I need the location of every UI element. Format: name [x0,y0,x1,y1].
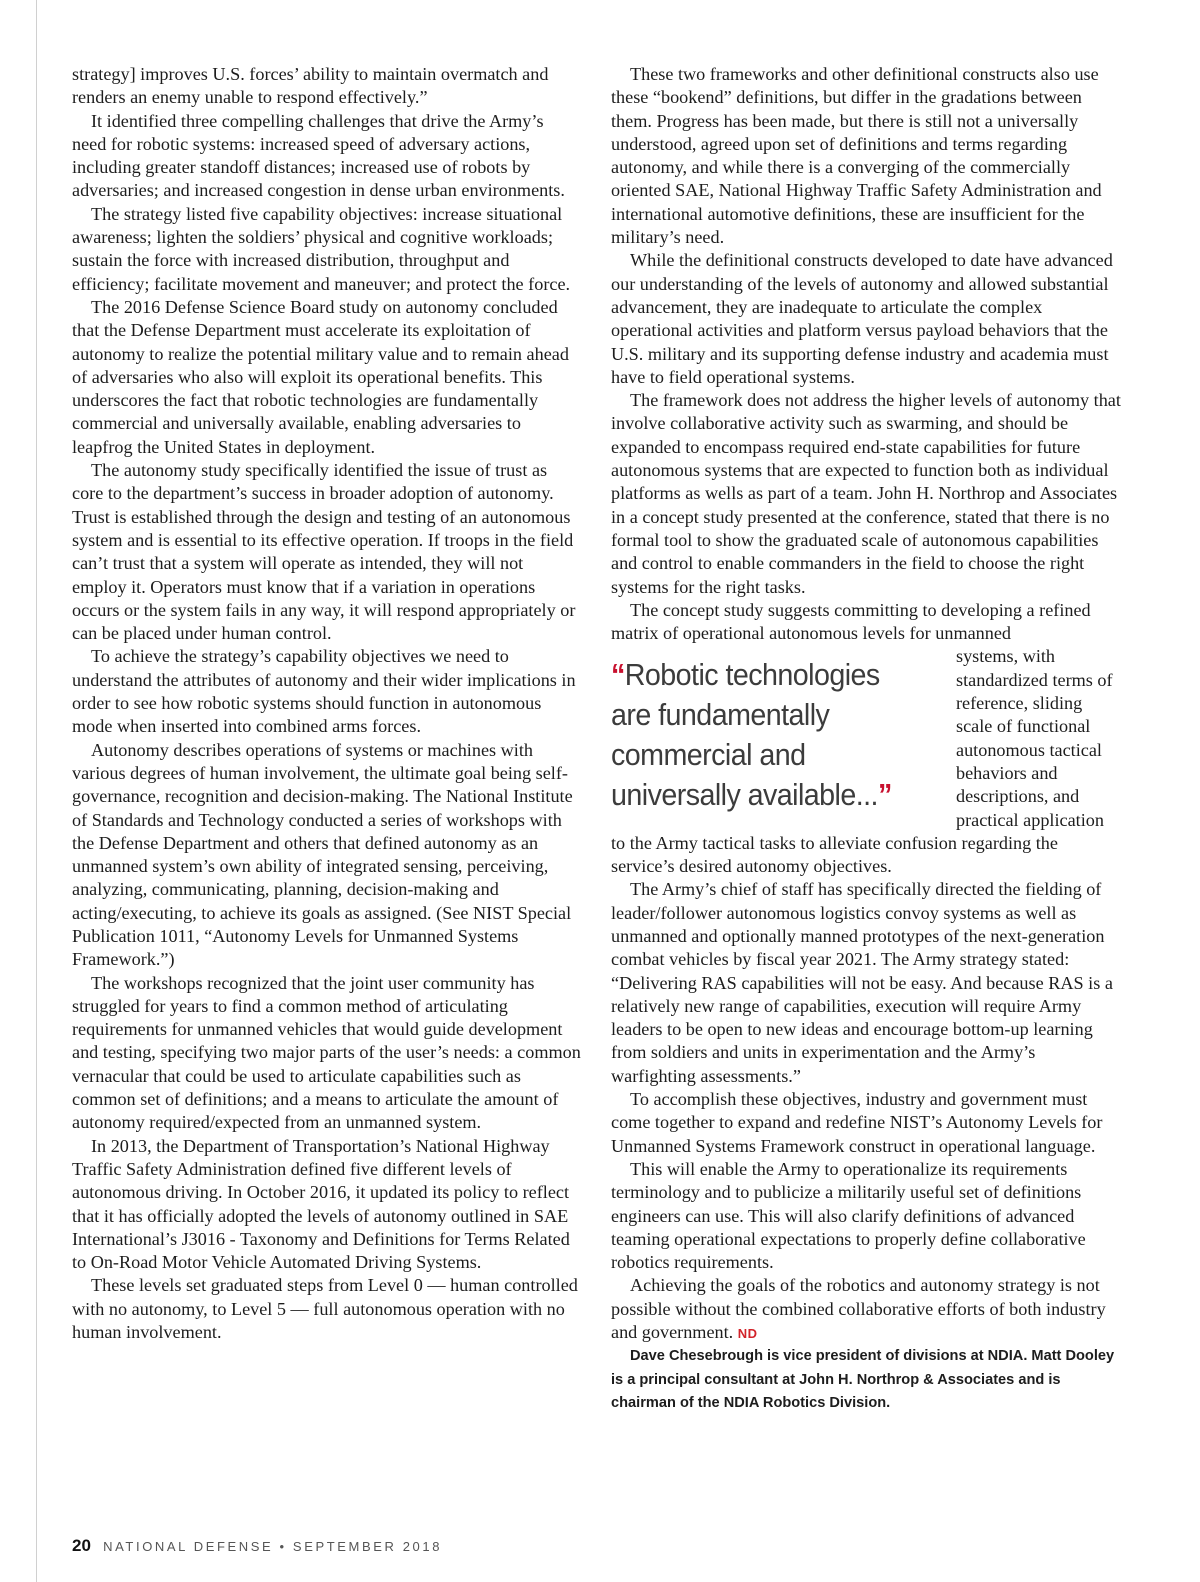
page-number: 20 [72,1536,91,1555]
pull-quote-close-mark: ” [877,778,892,813]
paragraph: strategy] improves U.S. forces’ ability to maintain overmatch and renders an enemy unable to respond effectively.” [72,64,549,108]
paragraph: The Army’s chief of staff has specifically directed the fielding of leader/follower autonomous logistics convoy systems as well as unmanned and optionally manned prototypes of the next-generation combat vehicles by fiscal year 2021. The Army strategy stated: “Delivering RAS capabilities will not be easy. And because RAS is a relatively new range of capabilities, execution will require Army leaders to be open to new ideas and encourage bottom-up learning from soldiers and units in experimentation and the Army’s warfighting assessments.” [611,879,1113,1086]
paragraph: The framework does not address the higher levels of autonomy that involve collaborative activity such as swarming, and should be expanded to encompass required end-state capabilities for future autonomous systems that are expected to function both as individual platforms as wells as part of a team. John H. Northrop and Associates in a concept study presented at the conference, stated that there is no formal tool to show the graduated scale of autonomous capabilities and control to enable commanders in the field to choose the right systems for the right tasks. [611,390,1121,597]
paragraph: In 2013, the Department of Transportation’s National Highway Traffic Safety Administration defined five different levels of autonomous driving. In October 2016, it updated its policy to reflect that it has officially adopted the levels of autonomy outlined in SAE International’s J3016 - Taxonomy and Definitions for Terms Related to On-Road Motor Vehicle Automated Driving Systems. [72,1135,570,1273]
paragraph-continued: systems, with standardized terms of reference, sliding scale of functional autonomous tactical behaviors and descriptions, and practical application to the Army tactical tasks to alleviate confusion regarding the service’s desired autonomy objectives. [611,646,1113,877]
paragraph: To achieve the strategy’s capability objectives we need to understand the attributes of autonomy and their wider implications in order to see how robotic systems should function in autonomous mode when inserted into combined arms forces. [72,646,576,737]
footer-separator: • [279,1539,287,1554]
paragraph: While the definitional constructs developed to date have advanced our understanding of the levels of autonomy and allowed substantial advancement, they are inadequate to articulate the complex operational activities and platform versus payload behaviors that the U.S. military and its supporting defense industry and academia must have to field operational systems. [611,250,1113,387]
page-footer [72,1536,442,1556]
pull-quote [611,655,924,815]
paragraph: The 2016 Defense Science Board study on autonomy concluded that the Defense Department must accelerate its exploitation of autonomy to realize the potential military value and to remain ahead of adversaries who also will exploit its operational benefits. This underscores the fact that robotic technologies are fundamentally commercial and universally available, enabling adversaries to leapfrog the United States in deployment. [72,296,569,457]
paragraph: Autonomy describes operations of systems or machines with various degrees of human involvement, the ultimate goal being self-governance, recognition and decision-making. The National Institute of Standards and Technology conducted a series of workshops with the Defense Department and others that defined autonomy as an unmanned system’s own ability of integrated sensing, perceiving, analyzing, communicating, planning, decision-making and acting/executing, to achieve its goals as assigned. (See NIST Special Publication 1011, “Autonomy Levels for Unmanned Systems Framework.”) [72,739,573,970]
right-column [611,63,1121,1415]
paragraph: The workshops recognized that the joint user community has struggled for years to find a common method of articulating requirements for unmanned vehicles that would guide development and testing, specifying two major parts of the user’s needs: a common vernacular that could be used to articulate capabilities such as common set of definitions; and a means to articulate the amount of autonomy required/expected from an unmanned system. [72,972,581,1133]
final-paragraph [611,1274,1121,1345]
page-left-rule [36,0,37,1582]
author-bio: Dave Chesebrough is vice president of divisions at NDIA. Matt Dooley is a principal consultant at John H. Northrop & Associates and is chairman of the NDIA Robotics Division. [611,1348,1115,1411]
publication-name: NATIONAL DEFENSE [103,1539,274,1554]
issue-date: SEPTEMBER 2018 [292,1539,443,1554]
paragraph: These levels set graduated steps from Level 0 — human controlled with no autonomy, to Level 5 — full autonomous operation with no human involvement. [72,1275,578,1343]
final-paragraph-text: Achieving the goals of the robotics and autonomy strategy is not possible without the combined collaborative efforts of both industry and government. [611,1275,1106,1343]
paragraph: The strategy listed five capability objectives: increase situational awareness; lighten the soldiers’ physical and cognitive workloads; sustain the force with increased distribution, throughput and efficiency; facilitate movement and maneuver; and protect the force. [72,203,571,294]
paragraph: To accomplish these objectives, industry and government must come together to expand and redefine NIST’s Autonomy Levels for Unmanned Systems Framework construct in operational language. [611,1089,1103,1156]
pull-quote-text: Robotic technologies are fundamentally commercial and universally available... [611,658,880,813]
end-mark: ND [737,1326,758,1342]
paragraph: It identified three compelling challenges that drive the Army’s need for robotic systems: increased speed of adversary actions, including greater standoff distances; increased use of robots by adversaries; and increased congestion in dense urban environments. [72,110,565,201]
pull-quote-open-mark: “ [611,658,625,693]
paragraph: The concept study suggests committing to developing a refined matrix of operational autonomous levels for unmanned [611,599,1091,644]
paragraph: This will enable the Army to operationalize its requirements terminology and to publicize a militarily useful set of definitions engineers can use. This will also clarify definitions of advanced teaming operational expectations to properly define collaborative robotics requirements. [611,1158,1086,1273]
left-column [72,63,582,1344]
paragraph: These two frameworks and other definitional constructs also use these “bookend” definitions, but differ in the gradations between them. Progress has been made, but there is still not a universally understood, agreed upon set of definitions and terms regarding autonomy, and while there is a converging of the commercially oriented SAE, National Highway Traffic Safety Administration and international automotive definitions, these are insufficient for the military’s need. [611,64,1102,248]
paragraph: The autonomy study specifically identified the issue of trust as core to the department’s success in broader adoption of autonomy. Trust is established through the design and testing of an autonomous system and is essential to its effective operation. If troops in the field can’t trust that a system will operate as intended, they will not employ it. Operators must know that if a variation in operations occurs or the system fails in any way, it will respond appropriately or can be placed under human control. [72,460,576,644]
